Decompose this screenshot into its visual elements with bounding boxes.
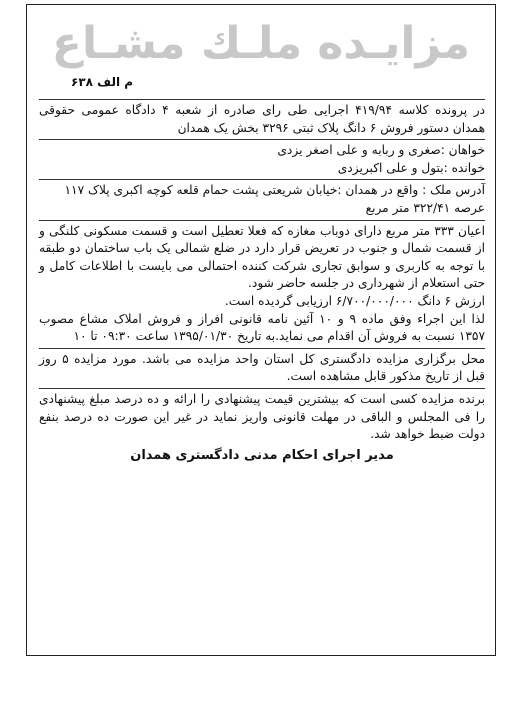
divider <box>39 220 485 221</box>
winner-terms-paragraph: برنده مزایده کسی است که بیشترین قیمت پیشنهادی را ارائه و ده درصد مبلغ پیشنهادی را فی المجلس و الباقی در مهلت قانونی واریز نماید در غیر این صورت ده درصد بنفع دولت ضبط خواهد شد. <box>39 391 485 442</box>
divider <box>39 348 485 349</box>
notice-body <box>39 97 485 464</box>
building-paragraph: اعیان ۳۳۳ متر مربع دارای دوباب مغازه که فعلا تعطیل است و قسمت مسکونی کلنگی و از قسمت شمال و جنوب در تعریض قرار دارد در ضلع شمالی یک باب ساختمان دو طبقه با توجه به کاربری و سوابق تجاری شرکت کننده احتمالی می بایست با اطلاعات کامل و حتی استعلام از شهرداری در جلسه حاضر شود. <box>39 223 486 291</box>
valuation-line: ارزش ۶ دانگ ۶/۷۰۰/۰۰۰/۰۰۰ ارزیابی گردیده است. <box>224 293 485 308</box>
defendant-line: خوانده :بتول و علی اکبریزدی <box>337 160 485 175</box>
notice-title: مزایـده ملـك مشـاع <box>51 18 471 69</box>
divider <box>39 179 485 180</box>
plaintiff-line: خواهان :صغری و ربابه و علی اصغر یزدی <box>277 143 485 158</box>
divider <box>39 99 485 100</box>
land-area-line: عرصه ۳۲۲/۴۱ متر مربع <box>365 200 485 215</box>
divider <box>39 388 485 389</box>
divider <box>39 139 485 140</box>
venue-paragraph: محل برگزاری مزایده دادگستری کل استان واحد مزایده می باشد. مورد مزایده ۵ روز قبل از تاریخ مذکور قابل مشاهده است. <box>39 351 486 384</box>
address-paragraph: آدرس ملک : واقع در همدان :خیابان شریعتی پشت حمام قلعه کوچه اکبری پلاک ۱۱۷ <box>64 183 485 198</box>
case-paragraph: در پرونده کلاسه ۴۱۹/۹۴ اجرایی طی رای صادره از شعبه ۴ دادگاه عمومی حقوقی همدان دستور فروش ۶ دانگ پلاک ثبتی ۳۲۹۶ بخش یک همدان <box>39 103 486 135</box>
sale-date-paragraph: لذا این اجراء وفق ماده ۹ و ۱۰ آئین نامه قانونی افراز و فروش املاک مشاع مصوب ۱۳۵۷ نسبت به فروش آن اقدام می نماید.به تاریخ ۱۳۹۵/۰۱/۳۰ ساعت ۰۹:۳۰ تا ۱۰ <box>39 311 485 344</box>
auction-notice <box>26 4 496 656</box>
signature: مدیر اجرای احکام مدنی دادگستری همدان <box>130 447 394 463</box>
reference-number: م الف ۶۳۸ <box>71 75 134 89</box>
